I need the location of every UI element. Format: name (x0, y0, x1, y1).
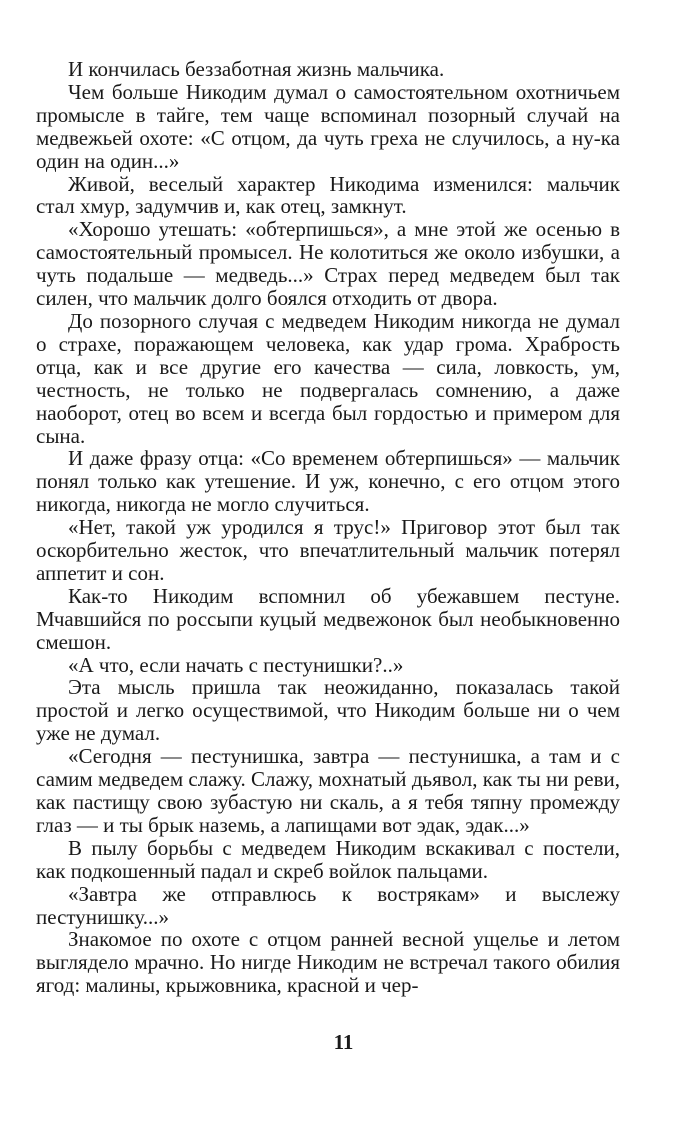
page-body (36, 58, 620, 997)
paragraph: Как-то Никодим вспомнил об убежавшем пестуне. Мчавшийся по россыпи куцый медвежонок был необыкновенно смешон. (36, 583, 620, 654)
paragraph: И кончилась беззаботная жизнь мальчика. (68, 57, 445, 81)
paragraph: «Нет, такой уж уродился я трус!» Приговор этот был так оскорбительно жесток, что впечатлительный мальчик потерял аппетит и сон. (36, 515, 620, 585)
body-text (36, 58, 620, 997)
paragraph: «Сегодня — пестунишка, завтра — пестунишка, а там и с самим медведем слажу. Слажу, мохнатый дьявол, как ты ни реви, как пастищу свою зубастую ни скаль, а я тебя тяпну промежду глаз — и ты брык наземь, а лапищами вот эдак, эдак...» (36, 744, 620, 837)
paragraph: Знакомое по охоте с отцом ранней весной ущелье и летом выглядело мрачно. Но нигде Никодим не встречал такого обилия ягод: малины, крыжовника, красной и чер- (36, 927, 620, 998)
paragraph: «Завтра же отправлюсь к вострякам» и выслежу пестунишку...» (36, 881, 620, 929)
paragraph: Чем больше Никодим думал о самостоятельном охотничьем промысле в тайге, тем чаще вспоминал позорный случай на медвежьей охоте: «С отцом, да чуть греха не случилось, а ну-ка один на один...» (36, 79, 620, 173)
paragraph: До позорного случая с медведем Никодим никогда не думал о страхе, поражающем человека, как удар грома. Храбрость отца, как и все другие его качества — сила, ловкость, ум, честность, не только не подвергалась сомнению, а даже наоборот, отец во всем и всегда был гордостью и примером для сына. (36, 308, 620, 448)
paragraph: В пылу борьбы с медведем Никодим вскакивал с постели, как подкошенный падал и скреб войлок пальцами. (36, 835, 620, 883)
paragraph: И даже фразу отца: «Со временем обтерпишься» — мальчик понял только как утешение. И уж, конечно, с его отцом этого никогда, никогда не могло случиться. (36, 446, 620, 517)
paragraph: «Хорошо утешать: «обтерпишься», а мне этой же осенью в самостоятельный промысел. Не колотиться же около избушки, а чуть подальше — медведь...» Страх перед медведем был так силен, что мальчик долго боялся отходить от двора. (36, 217, 620, 311)
paragraph: Живой, веселый характер Никодима изменился: мальчик стал хмур, задумчив и, как отец, замкнут. (36, 171, 620, 219)
page-number: 11 (333, 1030, 354, 1054)
paragraph: Эта мысль пришла так неожиданно, показалась такой простой и легко осуществимой, что Никодим больше ни о чем уже не думал. (36, 675, 620, 746)
paragraph: «А что, если начать с пестунишки?..» (68, 652, 404, 677)
